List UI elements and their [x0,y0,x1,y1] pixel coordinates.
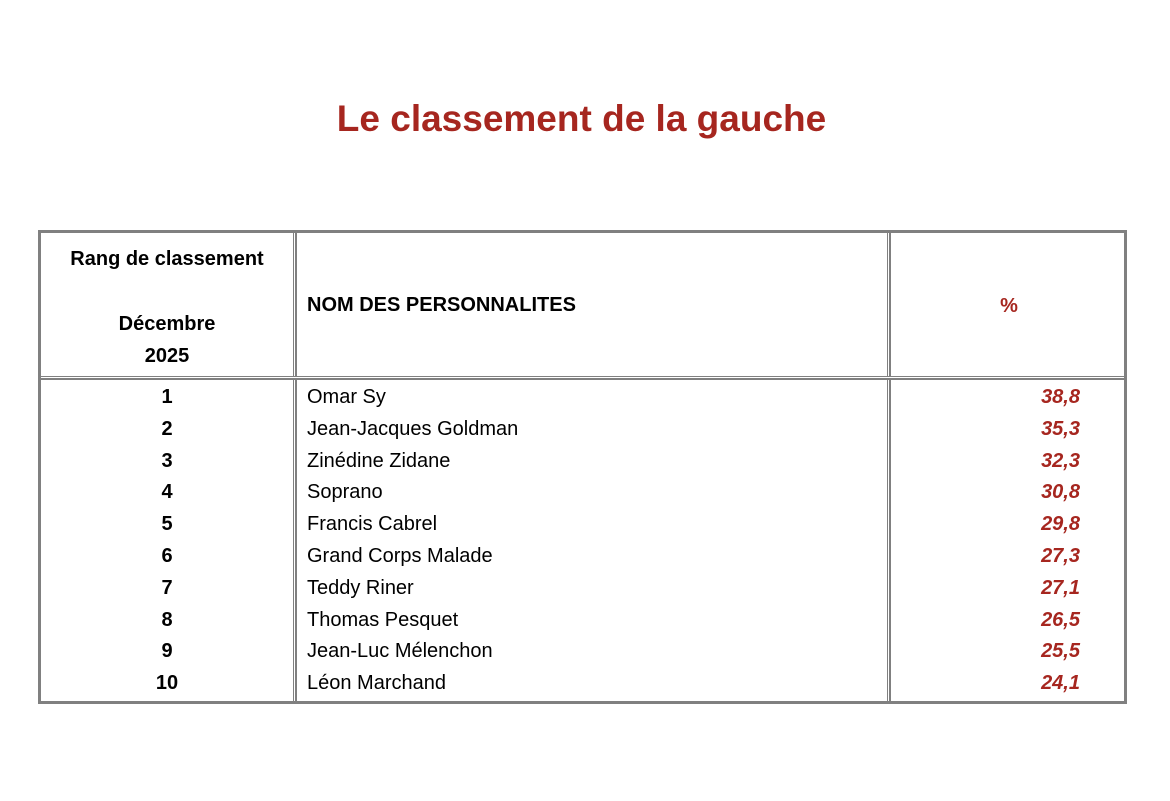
rank-cell: 10 [155,672,179,695]
percent-cell: 29,8 [1041,513,1080,536]
header-divider [41,376,1124,380]
rank-cell: 1 [161,386,173,408]
table-body [41,382,1124,700]
table-row [41,509,1124,541]
percent-column-header: % [1000,295,1018,317]
table-row [41,382,1124,414]
percent-cell: 26,5 [1041,608,1080,631]
name-cell: Jean-Luc Mélenchon [307,640,493,663]
percent-cell: 30,8 [1041,481,1080,504]
percent-cell: 27,3 [1041,544,1080,567]
table-row [41,477,1124,509]
rank-cell: 9 [161,640,173,663]
rank-cell: 7 [161,576,173,599]
name-cell: Soprano [307,481,383,504]
table-row [41,668,1124,700]
name-cell: Thomas Pesquet [307,608,459,631]
name-cell: Zinédine Zidane [307,449,451,472]
rank-cell: 3 [161,449,173,472]
rank-header-month: Décembre [118,313,216,335]
rank-cell: 5 [161,513,173,536]
table-row [41,446,1124,478]
rank-column-header [41,243,293,372]
table-row [41,605,1124,637]
rank-cell: 4 [161,481,173,504]
rank-cell: 6 [161,544,173,567]
percent-cell: 25,5 [1041,640,1080,663]
percent-cell: 24,1 [1041,672,1080,695]
name-cell: Jean-Jacques Goldman [307,417,519,440]
percent-cell: 32,3 [1041,449,1080,472]
ranking-table [38,230,1127,704]
table-row [41,636,1124,668]
name-cell: Léon Marchand [307,672,446,695]
table-row [41,414,1124,446]
percent-cell: 35,3 [1041,417,1080,440]
name-column-header: NOM DES PERSONNALITES [307,294,576,316]
rank-cell: 2 [161,417,173,440]
name-cell: Teddy Riner [307,576,414,599]
page-title: Le classement de la gauche [336,98,827,139]
name-cell: Francis Cabrel [307,513,438,536]
table-row [41,573,1124,605]
rank-cell: 8 [161,608,173,631]
percent-cell: 27,1 [1041,576,1080,599]
rank-header-year: 2025 [144,345,190,367]
name-cell: Omar Sy [307,386,386,408]
table-row [41,541,1124,573]
rank-header-line: Rang de classement [70,248,264,270]
percent-cell: 38,8 [1041,386,1080,408]
name-cell: Grand Corps Malade [307,544,493,567]
